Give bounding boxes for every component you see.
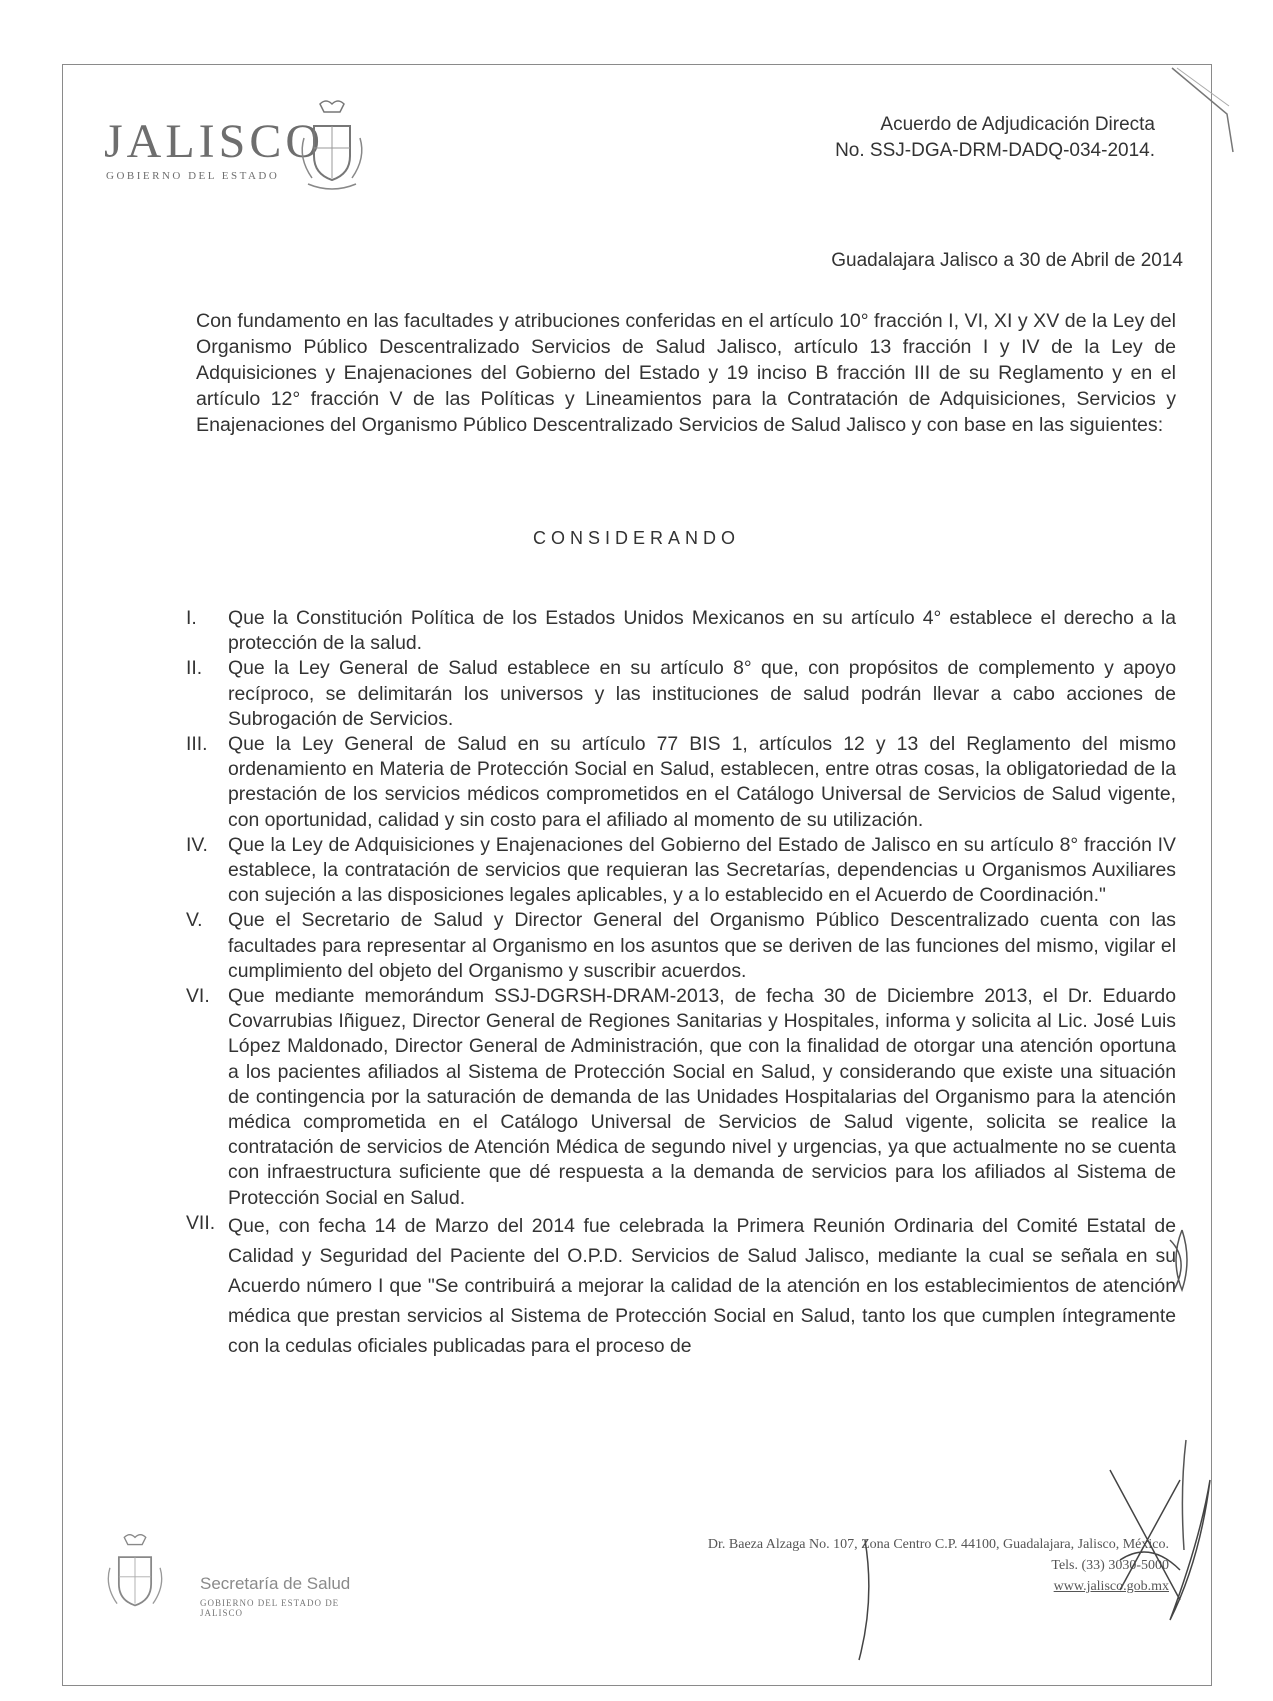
- list-item: [186, 1211, 1176, 1361]
- logo-subtitle: GOBIERNO DEL ESTADO: [106, 170, 280, 182]
- item-number: I.: [186, 607, 197, 629]
- item-text: Que mediante memorándum SSJ-DGRSH-DRAM-2013, de fecha 30 de Diciembre 2013, el Dr. Eduardo Covarrubias Iñiguez, Director General de Regiones Sanitarias y Hospitales, informa y solicita al Lic. José Luis López Maldonado, Director General de Administración, que con la finalidad de otorgar una atención oportuna a los pacientes afiliados al Sistema de Protección Social en Salud, y considerando que existe una situación de contingencia por la saturación de demanda de las Unidades Hospitalarias del Organismo para la atención médica comprometida en el Catálogo Universal de Servicios de Salud vigente, solicita se realice la contratación de servicios de Atención Médica de segundo nivel y urgencias, ya que actualmente no se cuenta con infraestructura suficiente que dé respuesta a la demanda de servicios para los afiliados al Sistema de Protección Social en Salud.: [228, 985, 1176, 1209]
- item-text: Que la Ley de Adquisiciones y Enajenaciones del Gobierno del Estado de Jalisco en su artículo 8° fracción IV establece, la contratación de servicios que requieran las Secretarías, dependencias u Organismos Auxiliares con sujeción a las disposiciones legales aplicables, y a lo establecido en el Acuerdo de Coordinación.": [228, 833, 1176, 907]
- agreement-title: [835, 112, 1155, 164]
- footer-website-link[interactable]: www.jalisco.gob.mx: [1053, 1579, 1169, 1594]
- footer-address: Dr. Baeza Alzaga No. 107, Zona Centro C.P. 44100, Guadalajara, Jalisco, México.: [707, 1537, 1169, 1552]
- coat-of-arms-icon: [100, 1532, 170, 1618]
- item-text: Que el Secretario de Salud y Director General del Organismo Público Descentralizado cuenta con las facultades para representar al Organismo en los asuntos que se deriven de las funciones del mismo, vigilar el cumplimiento del objeto del Organismo y suscribir acuerdos.: [228, 909, 1176, 982]
- logo-wordmark: JALISCO: [104, 115, 325, 168]
- item-number: IV.: [186, 833, 208, 856]
- item-number: VII.: [186, 1211, 216, 1234]
- item-number: II.: [186, 657, 203, 680]
- corner-fold-mark: [1167, 66, 1237, 156]
- document-date: Guadalajara Jalisco a 30 de Abril de 2014: [831, 250, 1183, 271]
- agreement-number: No. SSJ-DGA-DRM-DADQ-034-2014.: [835, 140, 1155, 161]
- item-text: Que, con fecha 14 de Marzo del 2014 fue celebrada la Primera Reunión Ordinaria del Comité Estatal de Calidad y Seguridad del Paciente del O.P.D. Servicios de Salud Jalisco, mediante la cual se señala en su Acuerdo número I que "Se contribuirá a mejorar la calidad de la atención en los establecimientos de atención médica que prestan servicios al Sistema de Protección Social en Salud, tanto los que cumplen íntegramente con la cedulas oficiales publicadas para el proceso de: [228, 1214, 1176, 1357]
- section-heading: CONSIDERANDO: [532, 528, 740, 548]
- intro-paragraph: Con fundamento en las facultades y atribuciones conferidas en el artículo 10° fracción I, VI, XI y XV de la Ley del Organismo Público Descentralizado Servicios de Salud Jalisco, artículo 13 fracción I y IV de la Ley de Adquisiciones y Enajenaciones del Gobierno del Estado y 19 inciso B fracción III de su Reglamento y en el artículo 12° fracción V de las Políticas y Lineamientos para la Contratación de Adquisiciones, Servicios y Enajenaciones del Organismo Público Descentralizado Servicios de Salud Jalisco y con base en las siguientes:: [196, 310, 1176, 436]
- considerando-list: [186, 606, 1176, 1361]
- footer-contact: [708, 1534, 1169, 1597]
- item-number: III.: [186, 733, 208, 756]
- list-item: [186, 732, 1176, 833]
- list-item: [186, 908, 1176, 984]
- list-item: [186, 656, 1176, 732]
- coat-of-arms-icon: [296, 98, 368, 194]
- list-item: [186, 606, 1176, 656]
- item-text: Que la Constitución Política de los Estados Unidos Mexicanos en su artículo 4° establece el derecho a la protección de la salud.: [228, 607, 1176, 655]
- list-item: [186, 984, 1176, 1211]
- item-number: V.: [186, 909, 203, 932]
- item-text: Que la Ley General de Salud establece en su artículo 8° que, con propósitos de complemento y apoyo recíproco, se delimitarán los universos y las instituciones de salud podrán llevar a cabo acciones de Subrogación de Servicios.: [228, 657, 1176, 730]
- agreement-title-line: Acuerdo de Adjudicación Directa: [880, 114, 1155, 135]
- footer-secretaria: Secretaría de Salud: [200, 1574, 351, 1593]
- footer-phone: Tels. (33) 3030-5000: [1051, 1558, 1169, 1573]
- footer-logo: [100, 1532, 380, 1622]
- item-text: Que la Ley General de Salud en su artículo 77 BIS 1, artículos 12 y 13 del Reglamento del mismo ordenamiento en Materia de Protección Social en Salud, establecen, entre otras cosas, la obligatoriedad de la prestación de los servicios médicos comprometidos en el Catálogo Universal de Servicios de Salud vigente, con oportunidad, calidad y sin costo para el afiliado al momento de su utilización.: [228, 733, 1176, 831]
- list-item: [186, 833, 1176, 909]
- jalisco-logo: [100, 98, 380, 198]
- footer-gobierno: GOBIERNO DEL ESTADO DE JALISCO: [200, 1598, 340, 1618]
- item-number: VI.: [186, 985, 210, 1008]
